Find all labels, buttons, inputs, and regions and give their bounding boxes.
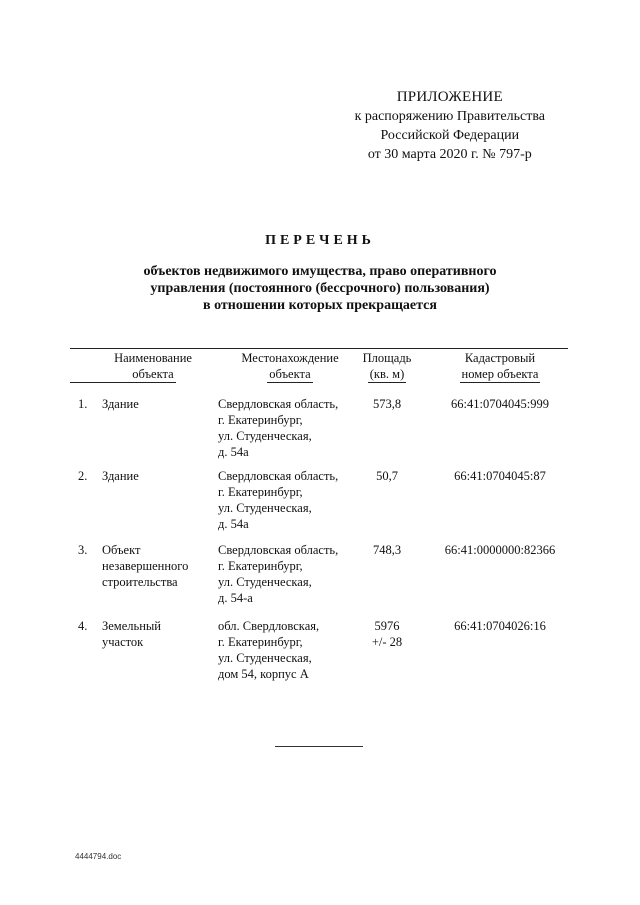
file-reference: 4444794.doc bbox=[75, 852, 122, 861]
document-subtitle bbox=[0, 263, 640, 314]
table-header-rule bbox=[70, 382, 130, 383]
row-cadastral: 66:41:0704026:16 bbox=[454, 619, 546, 633]
header-location bbox=[220, 350, 360, 383]
header-name-line: Наименование bbox=[114, 351, 192, 365]
appendix-heading: ПРИЛОЖЕНИЕ bbox=[396, 89, 503, 105]
row-location: Свердловская область, г. Екатеринбург, ул. Студенческая, д. 54-а bbox=[218, 543, 339, 605]
row-location: обл. Свердловская, г. Екатеринбург, ул. Студенческая, дом 54, корпус А bbox=[218, 619, 320, 681]
subtitle-line: объектов недвижимого имущества, право оперативного bbox=[143, 264, 497, 279]
header-area bbox=[350, 350, 424, 383]
header-cadastral bbox=[430, 350, 570, 383]
row-area: 573,8 bbox=[372, 397, 402, 411]
row-area: 5976 +/- 28 bbox=[371, 619, 403, 649]
row-cadastral: 66:41:0000000:82366 bbox=[444, 543, 556, 557]
subtitle-line: в отношении которых прекращается bbox=[203, 298, 437, 313]
appendix-line: Российской Федерации bbox=[380, 128, 520, 143]
row-number: 4. bbox=[78, 619, 88, 633]
header-location-line: объекта bbox=[269, 367, 311, 381]
row-area: 50,7 bbox=[376, 469, 398, 483]
appendix-block bbox=[355, 88, 545, 164]
header-location-line: Местонахождение bbox=[241, 351, 339, 365]
row-name: Земельный участок bbox=[102, 619, 161, 649]
subtitle-line: управления (постоянного (бессрочного) пользования) bbox=[150, 281, 490, 296]
row-cadastral: 66:41:0704045:999 bbox=[451, 397, 549, 411]
row-name: Здание bbox=[102, 397, 139, 411]
header-name bbox=[98, 350, 208, 383]
appendix-line: к распоряжению Правительства bbox=[354, 109, 545, 124]
row-number: 1. bbox=[78, 397, 88, 411]
appendix-date-line: от 30 марта 2020 г. № 797-р bbox=[367, 147, 532, 162]
table-top-rule bbox=[70, 348, 568, 349]
row-cadastral: 66:41:0704045:87 bbox=[454, 469, 546, 483]
header-area-line: Площадь bbox=[362, 351, 412, 365]
table-row bbox=[70, 396, 568, 460]
end-rule bbox=[275, 746, 363, 747]
header-cadastral-line: номер объекта bbox=[461, 367, 539, 381]
table-row bbox=[70, 542, 568, 606]
row-number: 3. bbox=[78, 543, 88, 557]
header-area-line: (кв. м) bbox=[369, 367, 405, 381]
row-name: Объект незавершенного строительства bbox=[102, 543, 189, 589]
row-area: 748,3 bbox=[372, 543, 402, 557]
header-cadastral-line: Кадастровый bbox=[464, 351, 536, 365]
header-name-line: объекта bbox=[132, 367, 174, 381]
row-number: 2. bbox=[78, 469, 88, 483]
document-title: ПЕРЕЧЕНЬ bbox=[265, 233, 375, 248]
table-row bbox=[70, 468, 568, 532]
row-name: Здание bbox=[102, 469, 139, 483]
row-location: Свердловская область, г. Екатеринбург, ул. Студенческая, д. 54а bbox=[218, 397, 339, 459]
row-location: Свердловская область, г. Екатеринбург, ул. Студенческая, д. 54а bbox=[218, 469, 339, 531]
table-row bbox=[70, 618, 568, 682]
